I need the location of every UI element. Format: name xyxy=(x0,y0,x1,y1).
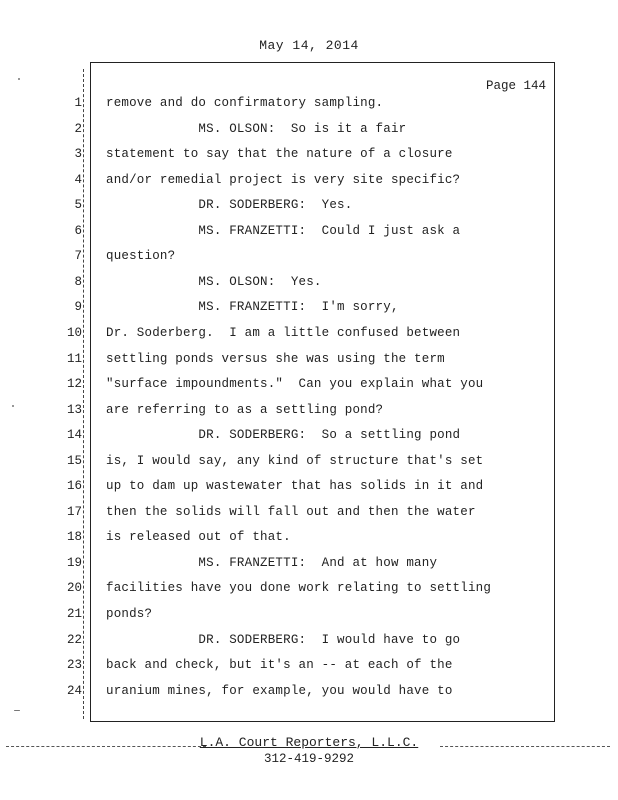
transcript-line: are referring to as a settling pond? xyxy=(106,403,384,417)
line-number: 10 xyxy=(66,326,82,340)
transcript-line: MS. FRANZETTI: I'm sorry, xyxy=(106,300,399,314)
transcript-line: and/or remedial project is very site specific? xyxy=(106,173,461,187)
transcript-line: MS. OLSON: Yes. xyxy=(106,275,322,289)
line-number: 9 xyxy=(74,300,82,314)
transcript-line: MS. OLSON: So is it a fair xyxy=(106,122,407,136)
line-number: 5 xyxy=(74,198,82,212)
line-number: 18 xyxy=(66,530,82,544)
line-number: 21 xyxy=(66,607,82,621)
transcript-line: remove and do confirmatory sampling. xyxy=(106,96,384,110)
transcript-line: ponds? xyxy=(106,607,153,621)
transcript-line: up to dam up wastewater that has solids in it and xyxy=(106,479,484,493)
line-number: 11 xyxy=(66,352,82,366)
footer-firm-name: L.A. Court Reporters, L.L.C. xyxy=(199,735,419,750)
line-number: 24 xyxy=(66,684,82,698)
transcript-line: is released out of that. xyxy=(106,530,291,544)
header-date: May 14, 2014 xyxy=(259,38,359,53)
line-number: 15 xyxy=(66,454,82,468)
transcript-page-frame xyxy=(90,62,555,722)
transcript-line: settling ponds versus she was using the term xyxy=(106,352,445,366)
line-number: 23 xyxy=(66,658,82,672)
line-number: 7 xyxy=(74,249,82,263)
transcript-line: uranium mines, for example, you would have to xyxy=(106,684,453,698)
line-number: 20 xyxy=(66,581,82,595)
transcript-line: Dr. Soderberg. I am a little confused between xyxy=(106,326,461,340)
transcript-line: MS. FRANZETTI: Could I just ask a xyxy=(106,224,461,238)
line-number: 1 xyxy=(74,96,82,110)
transcript-line: statement to say that the nature of a closure xyxy=(106,147,453,161)
transcript-line: DR. SODERBERG: I would have to go xyxy=(106,633,461,647)
line-number: 19 xyxy=(66,556,82,570)
transcript-line: back and check, but it's an -- at each of the xyxy=(106,658,453,672)
transcript-line: is, I would say, any kind of structure that's set xyxy=(106,454,484,468)
line-number: 22 xyxy=(66,633,82,647)
line-number: 16 xyxy=(66,479,82,493)
line-number: 13 xyxy=(66,403,82,417)
transcript-line: "surface impoundments." Can you explain what you xyxy=(106,377,484,391)
transcript-line: MS. FRANZETTI: And at how many xyxy=(106,556,438,570)
line-number: 14 xyxy=(66,428,82,442)
line-number: 12 xyxy=(66,377,82,391)
scan-speck xyxy=(14,710,20,711)
line-number: 6 xyxy=(74,224,82,238)
line-number: 17 xyxy=(66,505,82,519)
line-number: 2 xyxy=(74,122,82,136)
transcript-line: facilities have you done work relating to settling xyxy=(106,581,492,595)
transcript-line: question? xyxy=(106,249,176,263)
transcript-line: DR. SODERBERG: Yes. xyxy=(106,198,353,212)
line-number: 8 xyxy=(74,275,82,289)
transcript-line: DR. SODERBERG: So a settling pond xyxy=(106,428,461,442)
line-number: 3 xyxy=(74,147,82,161)
transcript-line: then the solids will fall out and then the water xyxy=(106,505,476,519)
scan-speck xyxy=(18,78,20,80)
line-number: 4 xyxy=(74,173,82,187)
page-number: Page 144 xyxy=(485,79,546,93)
footer-phone: 312-419-9292 xyxy=(263,752,354,766)
scan-speck xyxy=(12,405,14,407)
